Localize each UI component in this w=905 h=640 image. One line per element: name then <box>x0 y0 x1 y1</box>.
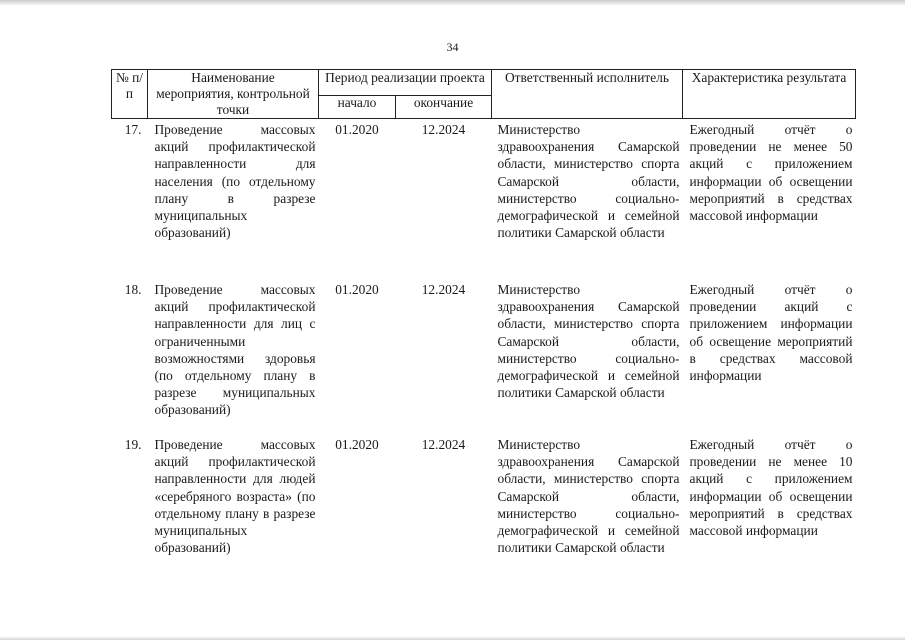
activities-table <box>111 69 856 576</box>
row-start: 01.2020 <box>335 437 379 452</box>
row-name <box>148 119 319 280</box>
table-row <box>112 279 856 434</box>
row-responsible <box>492 279 683 434</box>
row-end: 12.2024 <box>421 122 466 137</box>
row-name-text: Проведение массовых акций профилактической направленности для населения (по отдельному плану в разрезе муниципальных образований) <box>154 122 316 241</box>
row-responsible <box>492 119 683 280</box>
row-num: 19. <box>124 437 142 452</box>
row-result <box>683 279 856 434</box>
header-name: Наименование мероприятия, контрольной точки <box>148 70 319 119</box>
row-start: 01.2020 <box>335 282 379 297</box>
row-responsible-text: Министерство здравоохранения Самарской области, министерство спорта Самарской области, министерство социально-демографической и семейной политики Самарской области <box>497 282 680 401</box>
scan-top-edge <box>0 0 905 6</box>
page-number: 34 <box>446 40 459 54</box>
header-period: Период реализации проекта <box>319 70 492 96</box>
row-result <box>683 434 856 576</box>
header-num: № п/п <box>112 70 148 119</box>
row-end: 12.2024 <box>421 437 466 452</box>
header-result: Характеристика результата <box>683 70 856 119</box>
row-name-text: Проведение массовых акций профилактической направленности для лиц с ограниченными возможностями здоровья (по отдельному плану в разрезе муниципальных образований) <box>154 282 316 418</box>
row-responsible-text: Министерство здравоохранения Самарской области, министерство спорта Самарской области, министерство социально-демографической и семейной политики Самарской области <box>497 122 680 241</box>
row-end: 12.2024 <box>421 282 466 297</box>
row-result-text: Ежегодный отчёт о проведении акций с приложением информации об освещение мероприятий в средствах массовой информации <box>689 282 853 384</box>
row-result <box>683 119 856 280</box>
header-row <box>112 70 856 96</box>
table-row <box>112 434 856 576</box>
row-responsible <box>492 434 683 576</box>
row-num: 17. <box>124 122 142 137</box>
scan-bottom-edge <box>0 636 905 640</box>
row-responsible-text: Министерство здравоохранения Самарской области, министерство спорта Самарской области, министерство социально-демографической и семейной политики Самарской области <box>497 437 680 556</box>
row-result-text: Ежегодный отчёт о проведении не менее 50 акций с приложением информации об освещении мероприятий в средствах массовой информации <box>689 122 853 224</box>
row-name <box>148 434 319 576</box>
header-start: начало <box>319 96 396 119</box>
row-name-text: Проведение массовых акций профилактической направленности для людей «серебряного возраста» (по отдельному плану в разрезе муниципальных образований) <box>154 437 316 556</box>
header-responsible: Ответственный исполнитель <box>492 70 683 119</box>
row-start: 01.2020 <box>335 122 379 137</box>
table-row <box>112 119 856 280</box>
row-num: 18. <box>124 282 142 297</box>
row-name <box>148 279 319 434</box>
row-result-text: Ежегодный отчёт о проведении не менее 10 акций с приложением информации об освещении мероприятий в средствах массовой информации <box>689 437 853 539</box>
header-end: окончание <box>396 96 492 119</box>
